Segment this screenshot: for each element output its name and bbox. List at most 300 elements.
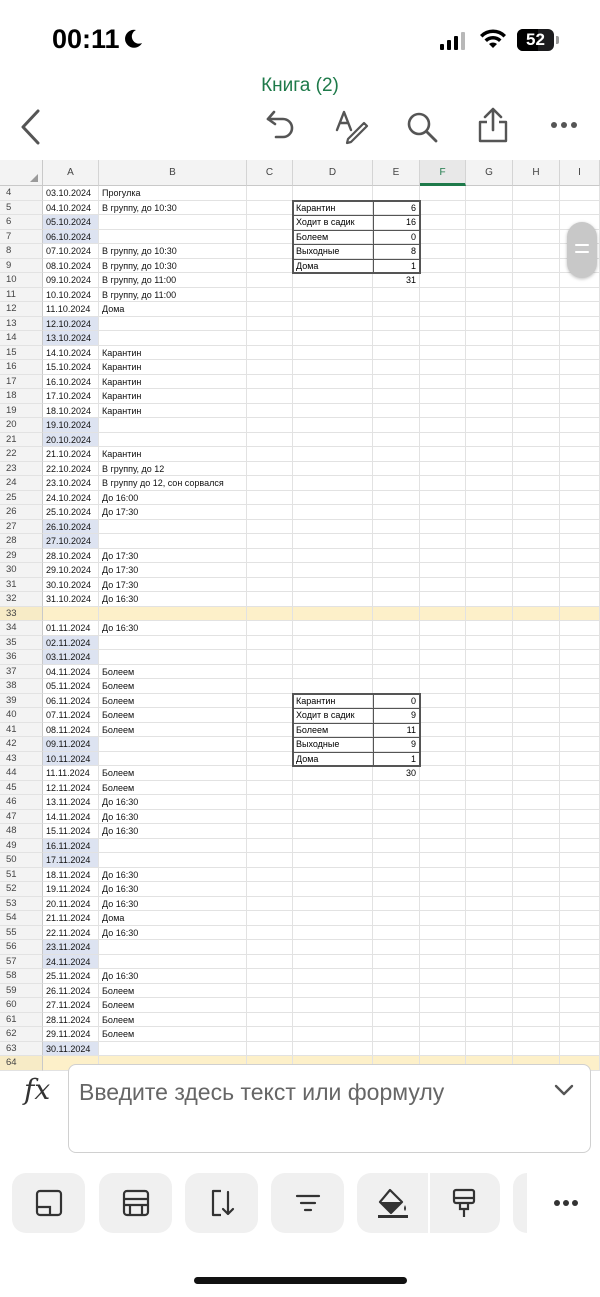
cell-b[interactable]: Болеем [99,665,247,680]
cell-g[interactable] [466,694,513,709]
row-header[interactable]: 16 [0,360,43,375]
cell-d[interactable] [293,302,373,317]
cell-c[interactable] [247,375,293,390]
cell-i[interactable] [560,302,600,317]
cell-d[interactable] [293,795,373,810]
cell-g[interactable] [466,723,513,738]
cell-h[interactable] [513,331,560,346]
row-header[interactable]: 15 [0,346,43,361]
cell-a[interactable]: 26.11.2024 [43,984,99,999]
cell-h[interactable] [513,360,560,375]
cell-f[interactable] [420,882,466,897]
cell-a[interactable]: 19.11.2024 [43,882,99,897]
cell-b[interactable]: Прогулка [99,186,247,201]
cell-b[interactable]: Дома [99,911,247,926]
cell-d[interactable] [293,418,373,433]
cell-d[interactable] [293,911,373,926]
cell-h[interactable] [513,549,560,564]
cell-e[interactable] [373,549,420,564]
cell-f[interactable] [420,505,466,520]
cell-d[interactable] [293,1042,373,1057]
cell-i[interactable] [560,1042,600,1057]
cell-d[interactable] [293,288,373,303]
format-painter-icon[interactable] [451,1187,477,1219]
cell-b[interactable]: Болеем [99,708,247,723]
cell-d[interactable] [293,897,373,912]
cell-e[interactable] [373,781,420,796]
cell-g[interactable] [466,766,513,781]
cell-f[interactable] [420,433,466,448]
cell-h[interactable] [513,215,560,230]
cell-i[interactable] [560,549,600,564]
cell-b[interactable]: Карантин [99,346,247,361]
cell-a[interactable]: 26.10.2024 [43,520,99,535]
cell-f[interactable] [420,215,466,230]
summary-value[interactable]: 9 [410,739,416,749]
cell-b[interactable]: До 16:30 [99,897,247,912]
cell-g[interactable] [466,607,513,622]
cell-h[interactable] [513,723,560,738]
cell-c[interactable] [247,462,293,477]
summary-value[interactable]: 1 [410,753,416,764]
row-header[interactable]: 50 [0,853,43,868]
column-header-f[interactable]: F [420,160,466,186]
cell-h[interactable] [513,447,560,462]
cell-i[interactable] [560,331,600,346]
cell-a[interactable]: 22.10.2024 [43,462,99,477]
cell-c[interactable] [247,418,293,433]
cell-c[interactable] [247,491,293,506]
cell-b[interactable]: До 17:30 [99,563,247,578]
cell-d[interactable] [293,462,373,477]
cell-h[interactable] [513,186,560,201]
cell-g[interactable] [466,418,513,433]
cell-a[interactable]: 15.11.2024 [43,824,99,839]
cell-d[interactable] [293,375,373,390]
cell-f[interactable] [420,868,466,883]
cell-c[interactable] [247,679,293,694]
cell-h[interactable] [513,592,560,607]
cell-h[interactable] [513,491,560,506]
row-header[interactable]: 4 [0,186,43,201]
cell-g[interactable] [466,839,513,854]
cell-g[interactable] [466,505,513,520]
cell-e[interactable] [373,911,420,926]
cell-f[interactable] [420,331,466,346]
cell-i[interactable] [560,592,600,607]
cell-e[interactable] [373,679,420,694]
cell-h[interactable] [513,636,560,651]
cell-f[interactable] [420,447,466,462]
cell-h[interactable] [513,911,560,926]
cell-b[interactable]: До 16:30 [99,592,247,607]
row-header[interactable]: 10 [0,273,43,288]
cell-f[interactable] [420,317,466,332]
cell-f[interactable] [420,911,466,926]
cell-c[interactable] [247,940,293,955]
cell-f[interactable] [420,621,466,636]
cell-e[interactable] [373,389,420,404]
cell-e[interactable] [373,955,420,970]
cell-e[interactable] [373,1013,420,1028]
cell-g[interactable] [466,665,513,680]
row-header[interactable]: 18 [0,389,43,404]
cell-i[interactable] [560,926,600,941]
cell-f[interactable] [420,418,466,433]
cell-h[interactable] [513,1042,560,1057]
cell-g[interactable] [466,650,513,665]
cell-i[interactable] [560,636,600,651]
cell-i[interactable] [560,969,600,984]
summary-label[interactable]: Ходит в садик [296,217,355,227]
cell-g[interactable] [466,1013,513,1028]
cell-b[interactable]: Болеем [99,766,247,781]
cell-h[interactable] [513,737,560,752]
cell-b[interactable]: В группу, до 10:30 [99,259,247,274]
cell-g[interactable] [466,549,513,564]
cell-d[interactable] [293,1027,373,1042]
row-header[interactable]: 64 [0,1056,43,1071]
cell-f[interactable] [420,636,466,651]
cell-c[interactable] [247,911,293,926]
row-header[interactable]: 45 [0,781,43,796]
cell-i[interactable] [560,665,600,680]
row-header[interactable]: 58 [0,969,43,984]
row-header[interactable]: 17 [0,375,43,390]
cell-e[interactable] [373,1042,420,1057]
cell-f[interactable] [420,998,466,1013]
cell-h[interactable] [513,810,560,825]
cell-g[interactable] [466,186,513,201]
row-header[interactable]: 63 [0,1042,43,1057]
cell-f[interactable] [420,520,466,535]
summary-value[interactable]: 0 [410,231,416,242]
cell-d[interactable] [293,563,373,578]
cell-g[interactable] [466,636,513,651]
cell-a[interactable]: 10.11.2024 [43,752,99,767]
column-header-c[interactable]: C [247,160,293,186]
cell-a[interactable]: 05.10.2024 [43,215,99,230]
row-header[interactable]: 5 [0,201,43,216]
cell-e[interactable] [373,462,420,477]
cell-g[interactable] [466,969,513,984]
cell-a[interactable]: 13.11.2024 [43,795,99,810]
cell-c[interactable] [247,244,293,259]
cell-a[interactable]: 31.10.2024 [43,592,99,607]
cell-i[interactable] [560,389,600,404]
cell-a[interactable]: 15.10.2024 [43,360,99,375]
cell-f[interactable] [420,897,466,912]
cell-b[interactable]: До 16:30 [99,868,247,883]
cell-f[interactable] [420,592,466,607]
cell-f[interactable] [420,1027,466,1042]
cell-g[interactable] [466,302,513,317]
cell-f[interactable] [420,244,466,259]
cell-i[interactable] [560,578,600,593]
cell-i[interactable] [560,723,600,738]
search-icon[interactable] [405,110,439,144]
cell-c[interactable] [247,969,293,984]
undo-icon[interactable] [264,108,298,142]
cell-a[interactable]: 03.11.2024 [43,650,99,665]
cell-c[interactable] [247,520,293,535]
cell-h[interactable] [513,940,560,955]
cell-a[interactable]: 04.10.2024 [43,201,99,216]
cell-e[interactable] [373,621,420,636]
cell-c[interactable] [247,621,293,636]
cell-d[interactable] [293,926,373,941]
cell-e[interactable] [373,1027,420,1042]
cell-b[interactable]: Дома [99,302,247,317]
cell-d[interactable] [293,650,373,665]
cell-f[interactable] [420,984,466,999]
cell-h[interactable] [513,665,560,680]
cell-h[interactable] [513,1013,560,1028]
cell-a[interactable]: 17.11.2024 [43,853,99,868]
cell-c[interactable] [247,389,293,404]
cell-e[interactable] [373,534,420,549]
cell-a[interactable]: 19.10.2024 [43,418,99,433]
cell-g[interactable] [466,534,513,549]
cell-f[interactable] [420,230,466,245]
cell-h[interactable] [513,201,560,216]
cell-c[interactable] [247,781,293,796]
cell-f[interactable] [420,288,466,303]
cell-c[interactable] [247,476,293,491]
cell-c[interactable] [247,694,293,709]
cell-f[interactable] [420,259,466,274]
row-header[interactable]: 6 [0,215,43,230]
cell-c[interactable] [247,998,293,1013]
summary-value[interactable]: 11 [406,724,416,735]
cell-c[interactable] [247,331,293,346]
cell-c[interactable] [247,1027,293,1042]
cell-a[interactable]: 18.11.2024 [43,868,99,883]
cell-b[interactable] [99,534,247,549]
row-header[interactable]: 52 [0,882,43,897]
cell-h[interactable] [513,273,560,288]
cell-c[interactable] [247,650,293,665]
cell-c[interactable] [247,795,293,810]
cell-b[interactable] [99,331,247,346]
cell-h[interactable] [513,244,560,259]
cell-d[interactable] [293,549,373,564]
cell-f[interactable] [420,824,466,839]
cell-c[interactable] [247,201,293,216]
cell-c[interactable] [247,433,293,448]
cell-g[interactable] [466,679,513,694]
cell-g[interactable] [466,737,513,752]
row-header[interactable]: 36 [0,650,43,665]
cell-a[interactable]: 21.11.2024 [43,911,99,926]
cell-b[interactable]: До 16:30 [99,824,247,839]
row-header[interactable]: 28 [0,534,43,549]
cell-a[interactable]: 10.10.2024 [43,288,99,303]
cell-e[interactable] [373,433,420,448]
cell-d[interactable] [293,607,373,622]
cell-b[interactable]: Болеем [99,694,247,709]
cell-c[interactable] [247,1042,293,1057]
row-header[interactable]: 48 [0,824,43,839]
cell-c[interactable] [247,737,293,752]
cell-a[interactable]: 23.11.2024 [43,940,99,955]
cell-e[interactable] [373,418,420,433]
cell-a[interactable]: 12.10.2024 [43,317,99,332]
cell-f[interactable] [420,476,466,491]
cell-i[interactable] [560,868,600,883]
cell-g[interactable] [466,360,513,375]
cell-d[interactable] [293,1013,373,1028]
row-header[interactable]: 23 [0,462,43,477]
cell-b[interactable]: Карантин [99,389,247,404]
summary-label[interactable]: Болеем [296,724,329,735]
cell-e[interactable] [373,665,420,680]
cell-h[interactable] [513,563,560,578]
cell-g[interactable] [466,940,513,955]
cell-b[interactable]: До 16:30 [99,969,247,984]
row-header[interactable]: 57 [0,955,43,970]
cell-h[interactable] [513,259,560,274]
cell-a[interactable]: 24.10.2024 [43,491,99,506]
cell-d[interactable] [293,621,373,636]
cell-b[interactable]: В группу, до 11:00 [99,288,247,303]
cell-c[interactable] [247,839,293,854]
cell-e[interactable] [373,375,420,390]
cell-a[interactable]: 08.11.2024 [43,723,99,738]
summary-total[interactable]: 31 [405,275,416,285]
cell-d[interactable] [293,476,373,491]
column-header-g[interactable]: G [466,160,513,186]
summary-label[interactable]: Болеем [296,231,329,242]
cell-b[interactable] [99,737,247,752]
cell-e[interactable] [373,969,420,984]
row-header[interactable]: 22 [0,447,43,462]
cell-b[interactable]: До 17:30 [99,578,247,593]
summary-value[interactable]: 9 [410,710,416,720]
cell-i[interactable] [560,1027,600,1042]
cell-a[interactable]: 09.10.2024 [43,273,99,288]
row-header[interactable]: 8 [0,244,43,259]
cell-g[interactable] [466,984,513,999]
cell-f[interactable] [420,839,466,854]
cell-f[interactable] [420,201,466,216]
cell-d[interactable] [293,853,373,868]
cell-g[interactable] [466,346,513,361]
cell-g[interactable] [466,781,513,796]
cell-a[interactable]: 30.10.2024 [43,578,99,593]
row-header[interactable]: 9 [0,259,43,274]
cell-b[interactable] [99,433,247,448]
cell-c[interactable] [247,607,293,622]
cell-f[interactable] [420,853,466,868]
cell-b[interactable] [99,636,247,651]
cell-f[interactable] [420,360,466,375]
row-header[interactable]: 13 [0,317,43,332]
row-header[interactable]: 31 [0,578,43,593]
summary-label[interactable]: Выходные [296,246,340,256]
cell-a[interactable]: 20.11.2024 [43,897,99,912]
cell-d[interactable] [293,331,373,346]
cell-i[interactable] [560,1013,600,1028]
cell-a[interactable]: 28.11.2024 [43,1013,99,1028]
row-header[interactable]: 56 [0,940,43,955]
cell-g[interactable] [466,215,513,230]
cell-f[interactable] [420,549,466,564]
cell-c[interactable] [247,636,293,651]
cell-i[interactable] [560,433,600,448]
cell-f[interactable] [420,955,466,970]
scroll-handle[interactable] [567,222,597,278]
column-header-h[interactable]: H [513,160,560,186]
cell-a[interactable]: 29.10.2024 [43,563,99,578]
summary-value[interactable]: 0 [410,695,416,706]
row-header[interactable]: 51 [0,868,43,883]
cell-i[interactable] [560,781,600,796]
cell-b[interactable]: В группу, до 10:30 [99,201,247,216]
cell-i[interactable] [560,534,600,549]
row-header[interactable]: 47 [0,810,43,825]
cell-c[interactable] [247,926,293,941]
cell-d[interactable] [293,505,373,520]
cell-d[interactable] [293,636,373,651]
cell-c[interactable] [247,665,293,680]
cell-b[interactable]: Болеем [99,723,247,738]
more-icon[interactable] [553,1199,579,1207]
cell-b[interactable] [99,955,247,970]
cell-h[interactable] [513,882,560,897]
cell-a[interactable]: 27.10.2024 [43,534,99,549]
cell-h[interactable] [513,853,560,868]
cell-b[interactable]: Болеем [99,1013,247,1028]
cell-h[interactable] [513,404,560,419]
cell-b[interactable]: До 16:30 [99,882,247,897]
cell-b[interactable]: Карантин [99,360,247,375]
cell-d[interactable] [293,447,373,462]
cell-f[interactable] [420,723,466,738]
summary-total[interactable]: 30 [405,768,416,778]
cell-e[interactable] [373,331,420,346]
cell-c[interactable] [247,259,293,274]
row-header[interactable]: 30 [0,563,43,578]
cell-i[interactable] [560,679,600,694]
cell-i[interactable] [560,346,600,361]
cell-d[interactable] [293,389,373,404]
cell-g[interactable] [466,491,513,506]
cell-b[interactable]: До 17:30 [99,505,247,520]
cell-e[interactable] [373,868,420,883]
cell-f[interactable] [420,1013,466,1028]
row-header[interactable]: 62 [0,1027,43,1042]
cell-g[interactable] [466,810,513,825]
row-header[interactable]: 54 [0,911,43,926]
cell-b[interactable] [99,853,247,868]
cell-g[interactable] [466,708,513,723]
row-header[interactable]: 24 [0,476,43,491]
cell-b[interactable] [99,607,247,622]
cell-a[interactable]: 22.11.2024 [43,926,99,941]
summary-label[interactable]: Дома [296,753,319,764]
cell-a[interactable]: 18.10.2024 [43,404,99,419]
cell-c[interactable] [247,824,293,839]
cell-h[interactable] [513,824,560,839]
cell-a[interactable]: 24.11.2024 [43,955,99,970]
cell-g[interactable] [466,592,513,607]
row-header[interactable]: 60 [0,998,43,1013]
cell-i[interactable] [560,505,600,520]
cell-i[interactable] [560,447,600,462]
cell-i[interactable] [560,621,600,636]
column-header-b[interactable]: B [99,160,247,186]
